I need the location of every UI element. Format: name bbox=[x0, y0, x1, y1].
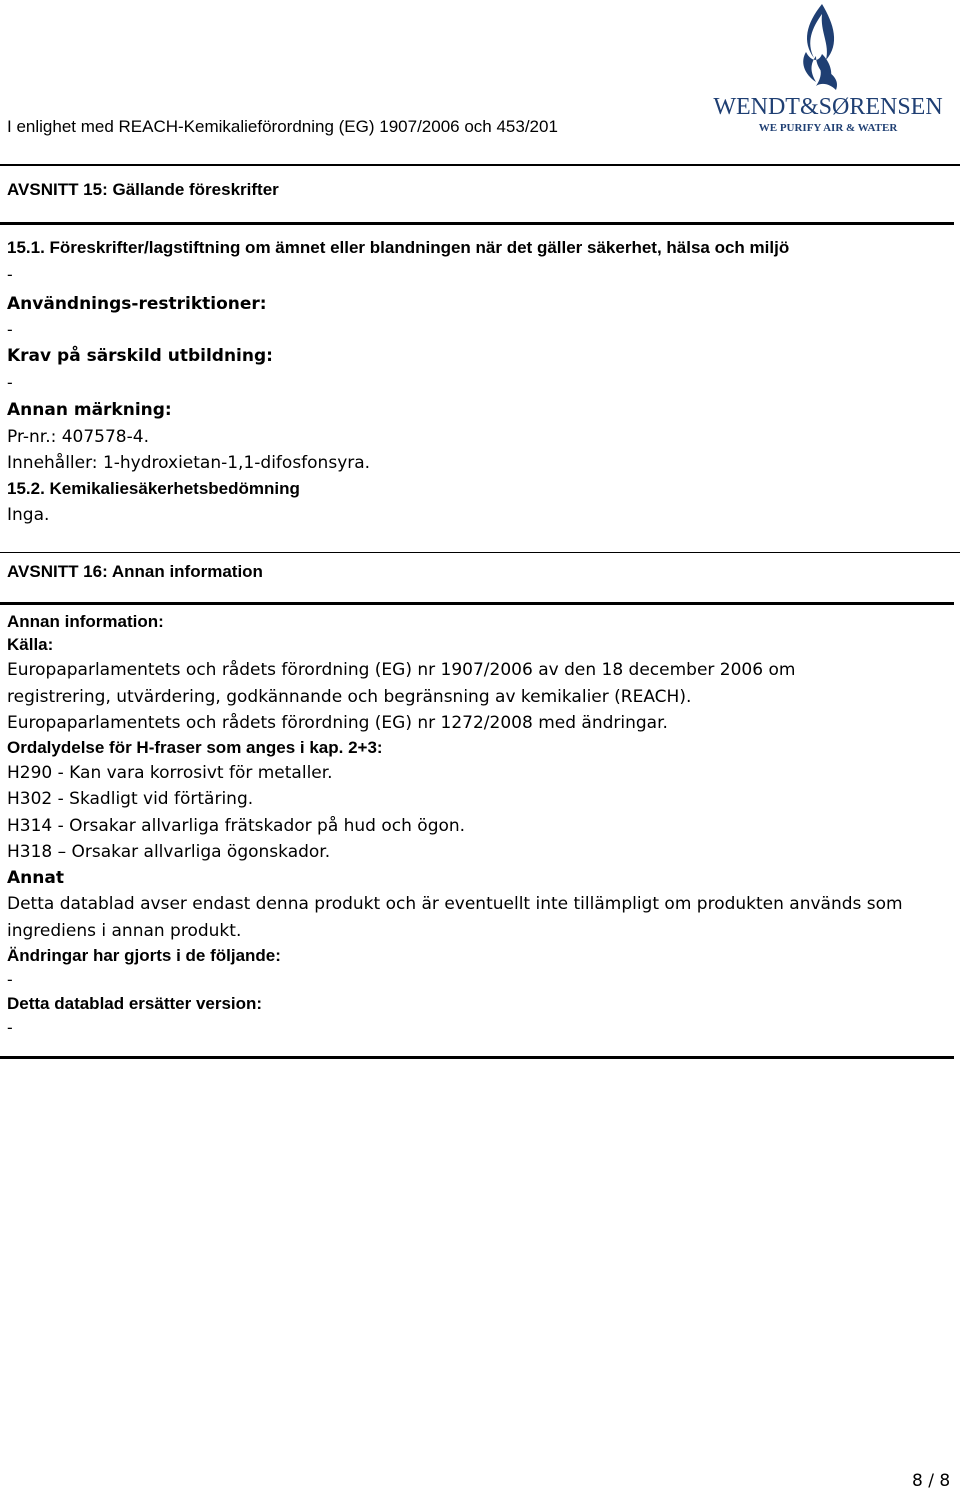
h-phrase: H302 - Skadligt vid förtäring. bbox=[7, 789, 254, 809]
other-information-label: Annan information: bbox=[7, 612, 164, 631]
product-number: Pr-nr.: 407578-4. bbox=[7, 427, 149, 447]
replaces-version-label: Detta datablad ersätter version: bbox=[7, 994, 263, 1013]
h-phrase: H314 - Orsakar allvarliga frätskador på hud och ögon. bbox=[7, 816, 466, 836]
section-divider bbox=[0, 552, 960, 553]
section-divider bbox=[0, 602, 954, 605]
other-text-line: Detta datablad avser endast denna produkt och är eventuellt inte tillämpligt om produkten används som bbox=[7, 894, 903, 914]
h-phrases-title: Ordalydelse för H-fraser som anges i kap. 2+3: bbox=[7, 738, 383, 757]
dash: - bbox=[7, 970, 13, 989]
section-divider bbox=[0, 222, 954, 225]
dash: - bbox=[7, 1018, 13, 1037]
changes-label: Ändringar har gjorts i de följande: bbox=[7, 946, 281, 965]
flame-swirl-logo-icon bbox=[702, 2, 954, 136]
regulation-header: I enlighet med REACH-Kemikalieförordning (EG) 1907/2006 och 453/201 bbox=[7, 117, 558, 136]
dash: - bbox=[7, 265, 13, 284]
h-phrase: H318 – Orsakar allvarliga ögonskador. bbox=[7, 842, 331, 862]
section-15-1-title: 15.1. Föreskrifter/lagstiftning om ämnet eller blandningen när det gäller säkerhet, hälsa och miljö bbox=[7, 238, 790, 257]
section-15-title: AVSNITT 15: Gällande föreskrifter bbox=[7, 180, 279, 199]
dash: - bbox=[7, 373, 13, 392]
other-text-line: ingrediens i annan produkt. bbox=[7, 921, 242, 941]
usage-restrictions-label: Användnings-restriktioner: bbox=[7, 294, 267, 314]
chemical-safety-assessment-value: Inga. bbox=[7, 505, 50, 525]
section-15-2-title: 15.2. Kemikaliesäkerhetsbedömning bbox=[7, 479, 300, 498]
page-number: 8 / 8 bbox=[912, 1471, 951, 1491]
dash: - bbox=[7, 320, 13, 339]
logo-tagline-text: WE PURIFY AIR & WATER bbox=[758, 122, 898, 134]
company-logo bbox=[702, 2, 954, 136]
h-phrase: H290 - Kan vara korrosivt för metaller. bbox=[7, 763, 333, 783]
section-16-title: AVSNITT 16: Annan information bbox=[7, 562, 263, 581]
logo-brand-text: WENDT&SØRENSEN bbox=[713, 94, 943, 120]
source-line: registrering, utvärdering, godkännande och begränsning av kemikalier (REACH). bbox=[7, 687, 692, 707]
other-label: Annat bbox=[7, 868, 64, 888]
source-line: Europaparlamentets och rådets förordning (EG) nr 1272/2008 med ändringar. bbox=[7, 713, 668, 733]
contains-text: Innehåller: 1-hydroxietan-1,1-difosfonsyra. bbox=[7, 453, 371, 473]
other-marking-label: Annan märkning: bbox=[7, 400, 172, 420]
source-line: Europaparlamentets och rådets förordning (EG) nr 1907/2006 av den 18 december 2006 om bbox=[7, 660, 796, 680]
training-requirements-label: Krav på särskild utbildning: bbox=[7, 346, 273, 366]
section-divider bbox=[0, 164, 960, 166]
section-divider bbox=[0, 1056, 954, 1059]
source-label: Källa: bbox=[7, 635, 54, 654]
